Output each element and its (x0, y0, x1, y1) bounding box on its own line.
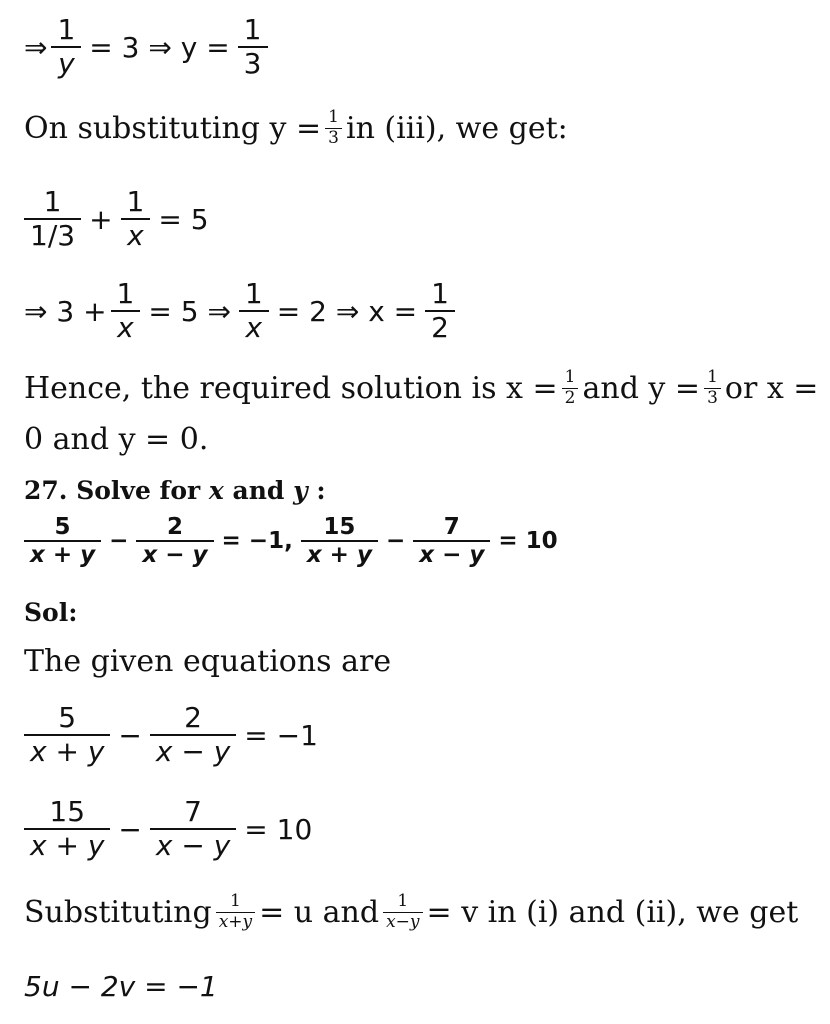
question-27-heading: 27. Solve for x and y : (24, 476, 326, 505)
solution-sentence-continued: 0 and y = 0. (24, 422, 209, 457)
fraction-7-over-x-minus-y: $\frac{7}{x - y}$ (413, 514, 490, 569)
equation-line-1 (24, 14, 272, 80)
substitution-instruction: Substituting $\frac{1}{x+y}$ = u and $\frac{1}{x-y}$ = v in (i) and (ii), we get (24, 891, 799, 932)
solution-label: Sol: (24, 598, 78, 627)
fraction-1-over-2: $\frac{1}{2}$ (425, 278, 455, 344)
implies-symbol: ⇒ (24, 30, 48, 64)
equation-line-3: $\frac{1}{1/3}$ + $\frac{1}{x}$ = 5 (24, 186, 213, 252)
given-equations-sentence: The given equations are (24, 644, 392, 679)
equation-text: = 3 ⇒ y = (89, 30, 230, 64)
fraction-1-over-one-third: $\frac{1}{1/3}$ (24, 186, 81, 252)
fraction-15-over-x-plus-y: $\frac{15}{x + y}$ (24, 796, 110, 862)
solution-sentence: Hence, the required solution is x = $\frac{1}{2}$ and y = $\frac{1}{3}$ or x = (24, 367, 819, 408)
substituted-equation: 5u − 2v = −1 (24, 970, 218, 1003)
fraction-2-over-x-minus-y: $\frac{2}{x - y}$ (136, 514, 213, 569)
inline-fraction-1-over-3: $\frac{1}{3}$ (704, 368, 721, 408)
equation-line-4: ⇒ 3 + $\frac{1}{x}$ = 5 ⇒ $\frac{1}{x}$ = 2 ⇒ x = $\frac{1}{2}$ (24, 278, 459, 344)
inline-fraction-1-over-2: $\frac{1}{2}$ (562, 368, 579, 408)
equation-ii: $\frac{15}{x + y}$ − $\frac{7}{x - y}$ = 10 (24, 796, 316, 862)
question-27-equations: $\frac{5}{x + y}$ − $\frac{2}{x - y}$ = −1, $\frac{15}{x + y}$ − $\frac{7}{x - y}$ = 10 (24, 514, 562, 569)
substitution-sentence: On substituting y = $\frac{1}{3}$ in (iii), we get: (24, 107, 568, 148)
fraction-1-over-x: $\frac{1}{x}$ (239, 278, 269, 344)
fraction-7-over-x-minus-y: $\frac{7}{x - y}$ (150, 796, 236, 862)
fraction-1-over-y: $\frac{1}{y}$ (51, 14, 81, 80)
fraction-1-over-x: $\frac{1}{x}$ (111, 278, 141, 344)
equation-i: $\frac{5}{x + y}$ − $\frac{2}{x - y}$ = −1 (24, 702, 322, 768)
inline-fraction-1-over-3: $\frac{1}{3}$ (325, 108, 342, 148)
fraction-5-over-x-plus-y: $\frac{5}{x + y}$ (24, 514, 101, 569)
fraction-5-over-x-plus-y: $\frac{5}{x + y}$ (24, 702, 110, 768)
fraction-1-over-3: $\frac{1}{3}$ (238, 14, 268, 80)
fraction-2-over-x-minus-y: $\frac{2}{x - y}$ (150, 702, 236, 768)
fraction-1-over-x: $\frac{1}{x}$ (121, 186, 151, 252)
inline-fraction-1-over-x-plus-y: $\frac{1}{x+y}$ (216, 892, 255, 932)
fraction-15-over-x-plus-y: $\frac{15}{x + y}$ (301, 514, 378, 569)
inline-fraction-1-over-x-minus-y: $\frac{1}{x-y}$ (383, 892, 422, 932)
